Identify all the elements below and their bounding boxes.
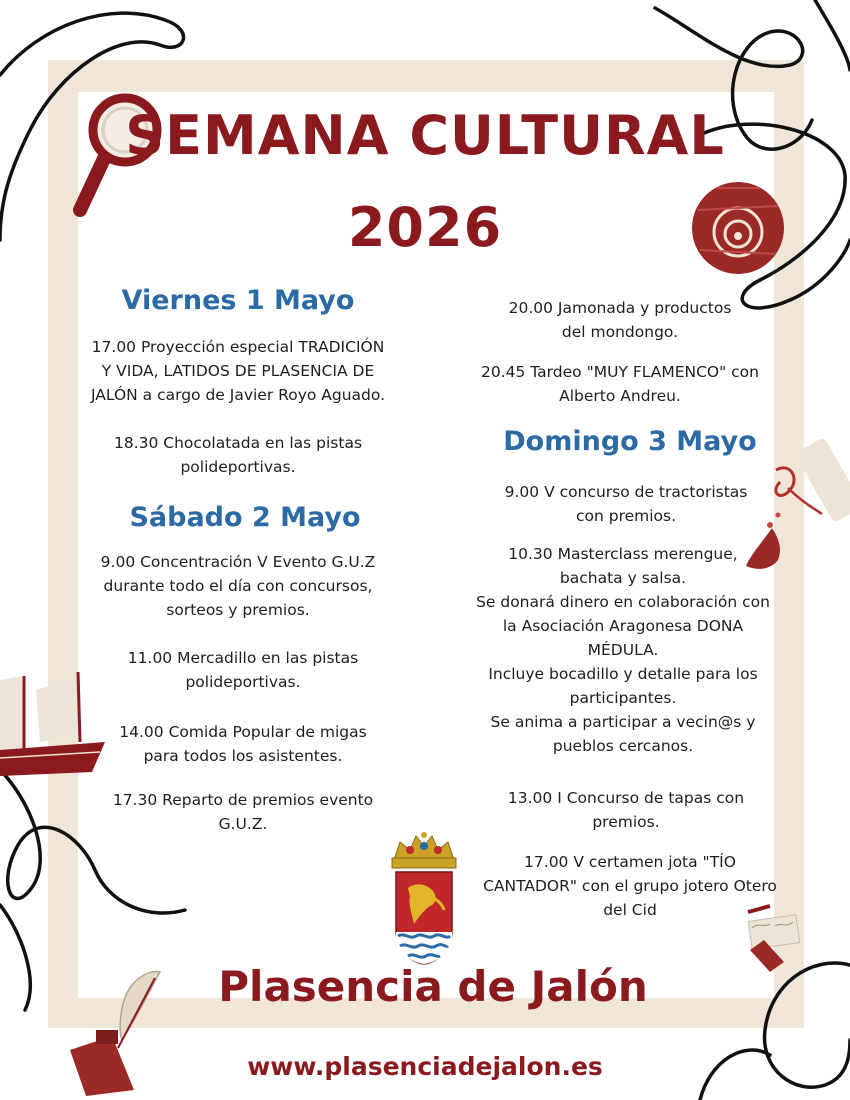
event-domingo-1: 9.00 V concurso de tractoristas con premios. xyxy=(504,483,748,525)
event-sabado-6: 20.45 Tardeo "MUY FLAMENCO" con Alberto Andreu. xyxy=(480,363,759,405)
event-domingo-3: 13.00 I Concurso de tapas con premios. xyxy=(507,789,745,831)
event-domingo-2: 10.30 Masterclass merengue, bachata y salsa. Se donará dinero en colaboración con la Asociación Aragonesa DONA MÉDULA. Incluye bocadillo y detalle para los participantes. Se anima a participar a vecin@s y pueblos cercanos. xyxy=(476,545,770,755)
event-sabado-5: 20.00 Jamonada y productos del mondongo. xyxy=(508,299,732,341)
coat-of-arms-icon xyxy=(386,832,462,966)
website-link[interactable]: www.plasenciadejalon.es xyxy=(247,1052,603,1081)
day-heading-domingo: Domingo 3 Mayo xyxy=(503,426,757,457)
poster-year: 2026 xyxy=(347,196,503,259)
town-name: Plasencia de Jalón xyxy=(218,962,648,1011)
event-domingo-4: 17.00 V certamen jota "TÍO CANTADOR" con el grupo jotero Otero del Cid xyxy=(483,853,777,919)
event-sabado-1: 9.00 Concentración V Evento G.U.Z durante todo el día con concursos, sorteos y premios. xyxy=(100,553,376,619)
event-sabado-3: 14.00 Comida Popular de migas para todos los asistentes. xyxy=(119,723,367,765)
poster-title: SEMANA CULTURAL xyxy=(125,104,725,167)
event-sabado-4: 17.30 Reparto de premios evento G.U.Z. xyxy=(112,791,374,833)
event-viernes-2: 18.30 Chocolatada en las pistas polideportivas. xyxy=(113,434,363,476)
day-heading-viernes: Viernes 1 Mayo xyxy=(121,285,355,316)
event-viernes-1: 17.00 Proyección especial TRADICIÓN Y VIDA, LATIDOS DE PLASENCIA DE JALÓN a cargo de Javier Royo Aguado. xyxy=(90,338,386,404)
day-heading-sabado: Sábado 2 Mayo xyxy=(129,502,361,533)
event-sabado-2: 11.00 Mercadillo en las pistas polideportivas. xyxy=(127,649,359,691)
